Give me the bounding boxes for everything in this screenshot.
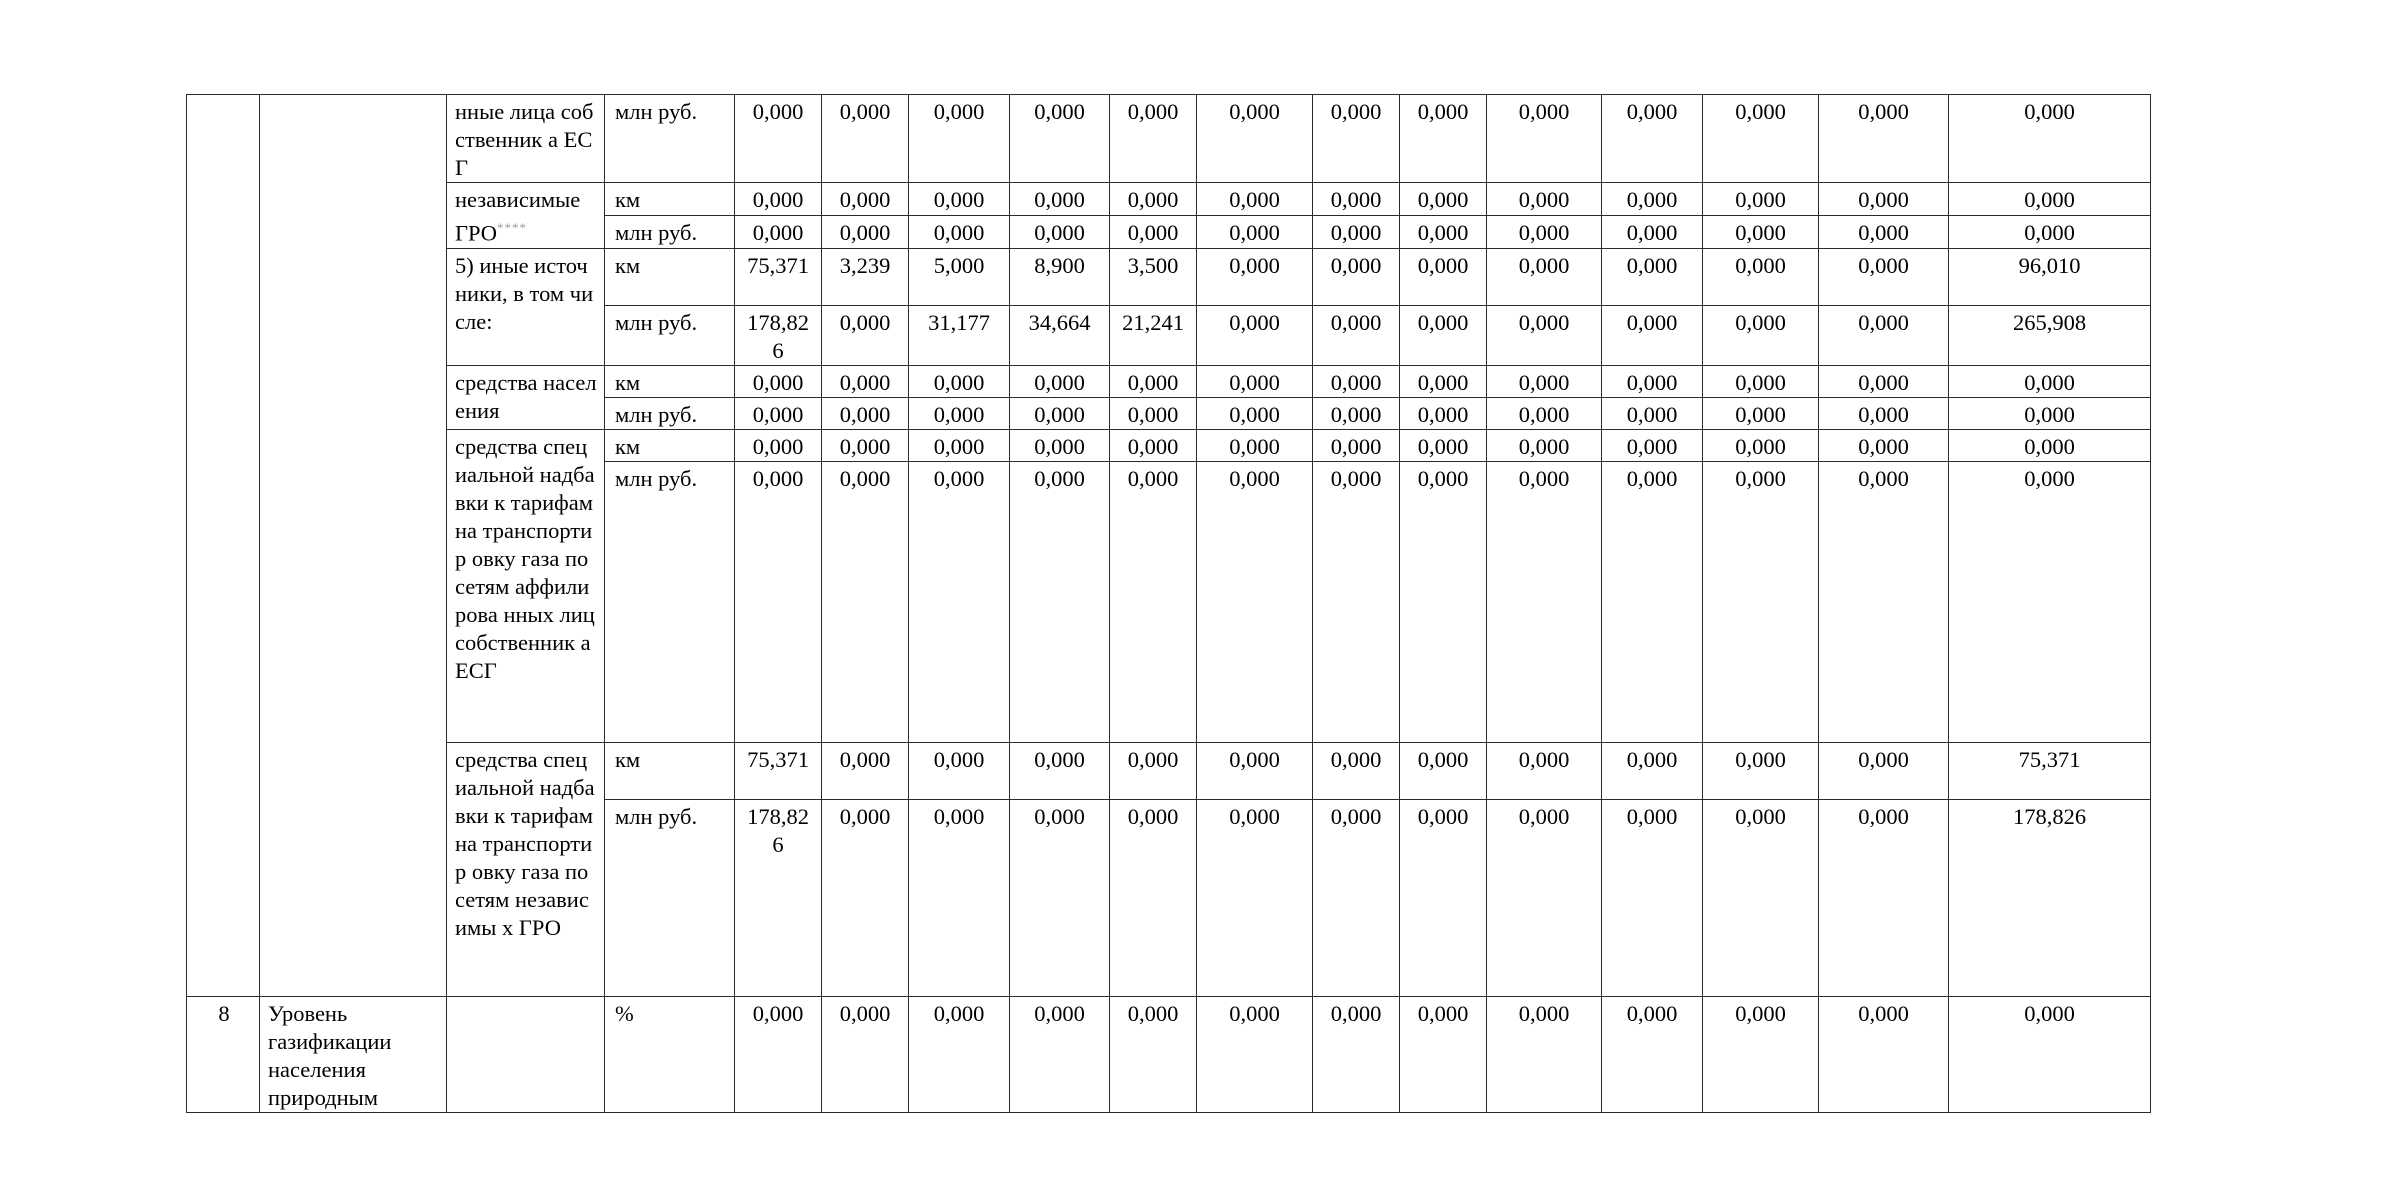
unit-cell: км xyxy=(605,248,735,305)
value-cell: 0,000 xyxy=(1703,397,1819,429)
value-cell: 0,000 xyxy=(1400,365,1487,397)
table-row xyxy=(187,996,2151,1112)
source-description-cell xyxy=(447,183,605,249)
value-cell: 0,000 xyxy=(1197,461,1313,742)
source-description: средства специальной надбавки к тарифам на транспортир овку газа по сетям независимы х ГРО xyxy=(455,746,595,940)
value-cell: 0,000 xyxy=(1400,429,1487,461)
total-value-cell: 96,010 xyxy=(1949,248,2151,305)
value-cell: 0,000 xyxy=(1487,183,1602,216)
value-cell: 178,826 xyxy=(735,305,822,365)
value-cell: 0,000 xyxy=(1313,248,1400,305)
value-cell: 0,000 xyxy=(1819,799,1949,996)
value-cell: 0,000 xyxy=(1703,215,1819,248)
value-cell: 0,000 xyxy=(1487,799,1602,996)
value-cell: 0,000 xyxy=(822,365,909,397)
value-cell: 0,000 xyxy=(1819,996,1949,1112)
value-cell: 0,000 xyxy=(1487,742,1602,799)
value-cell: 0,000 xyxy=(1400,248,1487,305)
value-cell: 0,000 xyxy=(822,461,909,742)
value-cell: 0,000 xyxy=(1602,996,1703,1112)
value-cell: 0,000 xyxy=(909,215,1010,248)
value-cell: 0,000 xyxy=(1602,429,1703,461)
unit-cell: млн руб. xyxy=(605,215,735,248)
value-cell: 0,000 xyxy=(1602,397,1703,429)
value-cell: 0,000 xyxy=(1197,742,1313,799)
value-cell: 0,000 xyxy=(1487,305,1602,365)
value-cell: 0,000 xyxy=(1197,248,1313,305)
total-value-cell: 75,371 xyxy=(1949,742,2151,799)
value-cell: 0,000 xyxy=(1819,305,1949,365)
value-cell: 0,000 xyxy=(1400,799,1487,996)
total-value-cell: 0,000 xyxy=(1949,397,2151,429)
value-cell: 21,241 xyxy=(1110,305,1197,365)
value-cell: 0,000 xyxy=(1602,799,1703,996)
value-cell: 0,000 xyxy=(1819,215,1949,248)
value-cell: 0,000 xyxy=(1703,461,1819,742)
value-cell: 0,000 xyxy=(1819,397,1949,429)
value-cell: 0,000 xyxy=(1313,742,1400,799)
value-cell: 0,000 xyxy=(735,996,822,1112)
value-cell: 0,000 xyxy=(1313,95,1400,183)
unit-cell: млн руб. xyxy=(605,305,735,365)
value-cell: 0,000 xyxy=(735,429,822,461)
value-cell: 0,000 xyxy=(1602,95,1703,183)
value-cell: 0,000 xyxy=(1487,429,1602,461)
value-cell: 0,000 xyxy=(1110,215,1197,248)
value-cell: 0,000 xyxy=(1703,183,1819,216)
value-cell: 0,000 xyxy=(1602,305,1703,365)
value-cell: 0,000 xyxy=(1010,95,1110,183)
data-table xyxy=(186,94,2151,1113)
value-cell: 0,000 xyxy=(1400,996,1487,1112)
unit-cell: % xyxy=(605,996,735,1112)
value-cell: 0,000 xyxy=(1110,461,1197,742)
value-cell: 0,000 xyxy=(1110,183,1197,216)
value-cell: 0,000 xyxy=(909,365,1010,397)
value-cell: 0,000 xyxy=(1110,95,1197,183)
total-value-cell: 0,000 xyxy=(1949,429,2151,461)
value-cell: 0,000 xyxy=(1197,95,1313,183)
table-row xyxy=(187,248,2151,305)
value-cell: 8,900 xyxy=(1010,248,1110,305)
value-cell: 178,826 xyxy=(735,799,822,996)
value-cell: 0,000 xyxy=(1197,215,1313,248)
value-cell: 0,000 xyxy=(1602,365,1703,397)
value-cell: 0,000 xyxy=(1010,996,1110,1112)
value-cell: 0,000 xyxy=(1110,397,1197,429)
value-cell: 0,000 xyxy=(909,996,1010,1112)
value-cell: 0,000 xyxy=(1487,365,1602,397)
value-cell: 0,000 xyxy=(1703,799,1819,996)
source-description: средства населения xyxy=(455,369,597,423)
value-cell: 0,000 xyxy=(822,429,909,461)
value-cell: 0,000 xyxy=(909,742,1010,799)
total-value-cell: 265,908 xyxy=(1949,305,2151,365)
table-row xyxy=(187,429,2151,461)
value-cell: 0,000 xyxy=(1010,397,1110,429)
value-cell: 0,000 xyxy=(822,996,909,1112)
total-value-cell: 0,000 xyxy=(1949,183,2151,216)
value-cell: 0,000 xyxy=(1819,248,1949,305)
table-row xyxy=(187,742,2151,799)
value-cell: 0,000 xyxy=(1197,429,1313,461)
value-cell: 0,000 xyxy=(1819,742,1949,799)
value-cell: 0,000 xyxy=(909,799,1010,996)
table-row xyxy=(187,183,2151,216)
indicator-name-cell xyxy=(260,95,447,997)
value-cell: 0,000 xyxy=(822,397,909,429)
source-description-cell xyxy=(447,248,605,365)
value-cell: 0,000 xyxy=(1703,248,1819,305)
value-cell: 0,000 xyxy=(1313,461,1400,742)
value-cell: 0,000 xyxy=(735,183,822,216)
value-cell: 0,000 xyxy=(1703,305,1819,365)
value-cell: 0,000 xyxy=(909,429,1010,461)
value-cell: 0,000 xyxy=(1010,429,1110,461)
value-cell: 0,000 xyxy=(1010,742,1110,799)
value-cell: 0,000 xyxy=(1313,799,1400,996)
value-cell: 0,000 xyxy=(822,305,909,365)
value-cell: 0,000 xyxy=(1487,215,1602,248)
unit-cell: км xyxy=(605,183,735,216)
value-cell: 0,000 xyxy=(1313,215,1400,248)
row-number-cell xyxy=(187,95,260,997)
value-cell: 0,000 xyxy=(1313,996,1400,1112)
value-cell: 0,000 xyxy=(1110,742,1197,799)
value-cell: 0,000 xyxy=(1487,248,1602,305)
table-row xyxy=(187,95,2151,183)
unit-cell: км xyxy=(605,429,735,461)
value-cell: 0,000 xyxy=(1010,215,1110,248)
indicator-name-cell: Уровень газификации населения природным xyxy=(260,996,447,1112)
value-cell: 0,000 xyxy=(1487,397,1602,429)
total-value-cell: 0,000 xyxy=(1949,461,2151,742)
value-cell: 0,000 xyxy=(822,183,909,216)
value-cell: 75,371 xyxy=(735,742,822,799)
value-cell: 0,000 xyxy=(1819,183,1949,216)
value-cell: 0,000 xyxy=(1010,461,1110,742)
value-cell: 0,000 xyxy=(1400,397,1487,429)
value-cell: 0,000 xyxy=(822,799,909,996)
unit-cell: км xyxy=(605,365,735,397)
unit-cell: млн руб. xyxy=(605,95,735,183)
value-cell: 0,000 xyxy=(1703,95,1819,183)
value-cell: 0,000 xyxy=(1602,461,1703,742)
value-cell: 75,371 xyxy=(735,248,822,305)
value-cell: 0,000 xyxy=(1703,365,1819,397)
value-cell: 0,000 xyxy=(1819,95,1949,183)
source-description-cell xyxy=(447,996,605,1112)
value-cell: 0,000 xyxy=(1313,429,1400,461)
value-cell: 0,000 xyxy=(1602,248,1703,305)
unit-cell: млн руб. xyxy=(605,397,735,429)
value-cell: 0,000 xyxy=(1110,799,1197,996)
value-cell: 0,000 xyxy=(909,461,1010,742)
value-cell: 0,000 xyxy=(1400,461,1487,742)
value-cell: 0,000 xyxy=(1197,799,1313,996)
source-description: 5) иные источники, в том числе: xyxy=(455,252,594,334)
total-value-cell: 0,000 xyxy=(1949,996,2151,1112)
value-cell: 3,500 xyxy=(1110,248,1197,305)
value-cell: 0,000 xyxy=(1010,365,1110,397)
source-description-cell xyxy=(447,429,605,742)
value-cell: 3,239 xyxy=(822,248,909,305)
value-cell: 0,000 xyxy=(1703,996,1819,1112)
value-cell: 31,177 xyxy=(909,305,1010,365)
value-cell: 0,000 xyxy=(1400,215,1487,248)
value-cell: 5,000 xyxy=(909,248,1010,305)
value-cell: 0,000 xyxy=(1819,461,1949,742)
value-cell: 0,000 xyxy=(1400,742,1487,799)
unit-cell: км xyxy=(605,742,735,799)
value-cell: 0,000 xyxy=(1010,799,1110,996)
total-value-cell: 0,000 xyxy=(1949,215,2151,248)
value-cell: 0,000 xyxy=(1819,365,1949,397)
value-cell: 0,000 xyxy=(909,95,1010,183)
value-cell: 0,000 xyxy=(1703,742,1819,799)
value-cell: 0,000 xyxy=(735,461,822,742)
value-cell: 0,000 xyxy=(909,183,1010,216)
value-cell: 0,000 xyxy=(735,397,822,429)
footnote-marker: **** xyxy=(497,220,528,235)
value-cell: 0,000 xyxy=(1197,996,1313,1112)
source-description-cell xyxy=(447,365,605,429)
value-cell: 0,000 xyxy=(1487,95,1602,183)
value-cell: 0,000 xyxy=(1602,742,1703,799)
value-cell: 0,000 xyxy=(1197,397,1313,429)
value-cell: 0,000 xyxy=(735,215,822,248)
row-number-cell: 8 xyxy=(187,996,260,1112)
value-cell: 0,000 xyxy=(1313,397,1400,429)
value-cell: 0,000 xyxy=(1110,365,1197,397)
value-cell: 0,000 xyxy=(1602,183,1703,216)
table-row xyxy=(187,365,2151,397)
value-cell: 0,000 xyxy=(822,215,909,248)
value-cell: 0,000 xyxy=(735,95,822,183)
source-description-cell xyxy=(447,95,605,183)
value-cell: 0,000 xyxy=(1400,183,1487,216)
value-cell: 0,000 xyxy=(1313,305,1400,365)
value-cell: 0,000 xyxy=(822,742,909,799)
value-cell: 0,000 xyxy=(1819,429,1949,461)
value-cell: 0,000 xyxy=(1197,305,1313,365)
value-cell: 0,000 xyxy=(1197,183,1313,216)
value-cell: 34,664 xyxy=(1010,305,1110,365)
value-cell: 0,000 xyxy=(1703,429,1819,461)
value-cell: 0,000 xyxy=(909,397,1010,429)
value-cell: 0,000 xyxy=(1400,95,1487,183)
value-cell: 0,000 xyxy=(1487,996,1602,1112)
value-cell: 0,000 xyxy=(1010,183,1110,216)
total-value-cell: 178,826 xyxy=(1949,799,2151,996)
value-cell: 0,000 xyxy=(1197,365,1313,397)
value-cell: 0,000 xyxy=(1602,215,1703,248)
table-body xyxy=(187,95,2151,1113)
value-cell: 0,000 xyxy=(1110,429,1197,461)
value-cell: 0,000 xyxy=(1313,365,1400,397)
total-value-cell: 0,000 xyxy=(1949,95,2151,183)
value-cell: 0,000 xyxy=(735,365,822,397)
value-cell: 0,000 xyxy=(822,95,909,183)
unit-cell: млн руб. xyxy=(605,799,735,996)
value-cell: 0,000 xyxy=(1487,461,1602,742)
total-value-cell: 0,000 xyxy=(1949,365,2151,397)
source-description: нные лица собственник а ЕСГ xyxy=(455,99,594,180)
source-description-cell xyxy=(447,742,605,996)
value-cell: 0,000 xyxy=(1313,183,1400,216)
unit-cell: млн руб. xyxy=(605,461,735,742)
source-description: средства специальной надбавки к тарифам на транспортир овку газа по сетям аффилирова нных лиц собственник а ЕСГ xyxy=(455,433,595,683)
source-description: независимые ГРО xyxy=(455,187,581,246)
value-cell: 0,000 xyxy=(1110,996,1197,1112)
value-cell: 0,000 xyxy=(1400,305,1487,365)
